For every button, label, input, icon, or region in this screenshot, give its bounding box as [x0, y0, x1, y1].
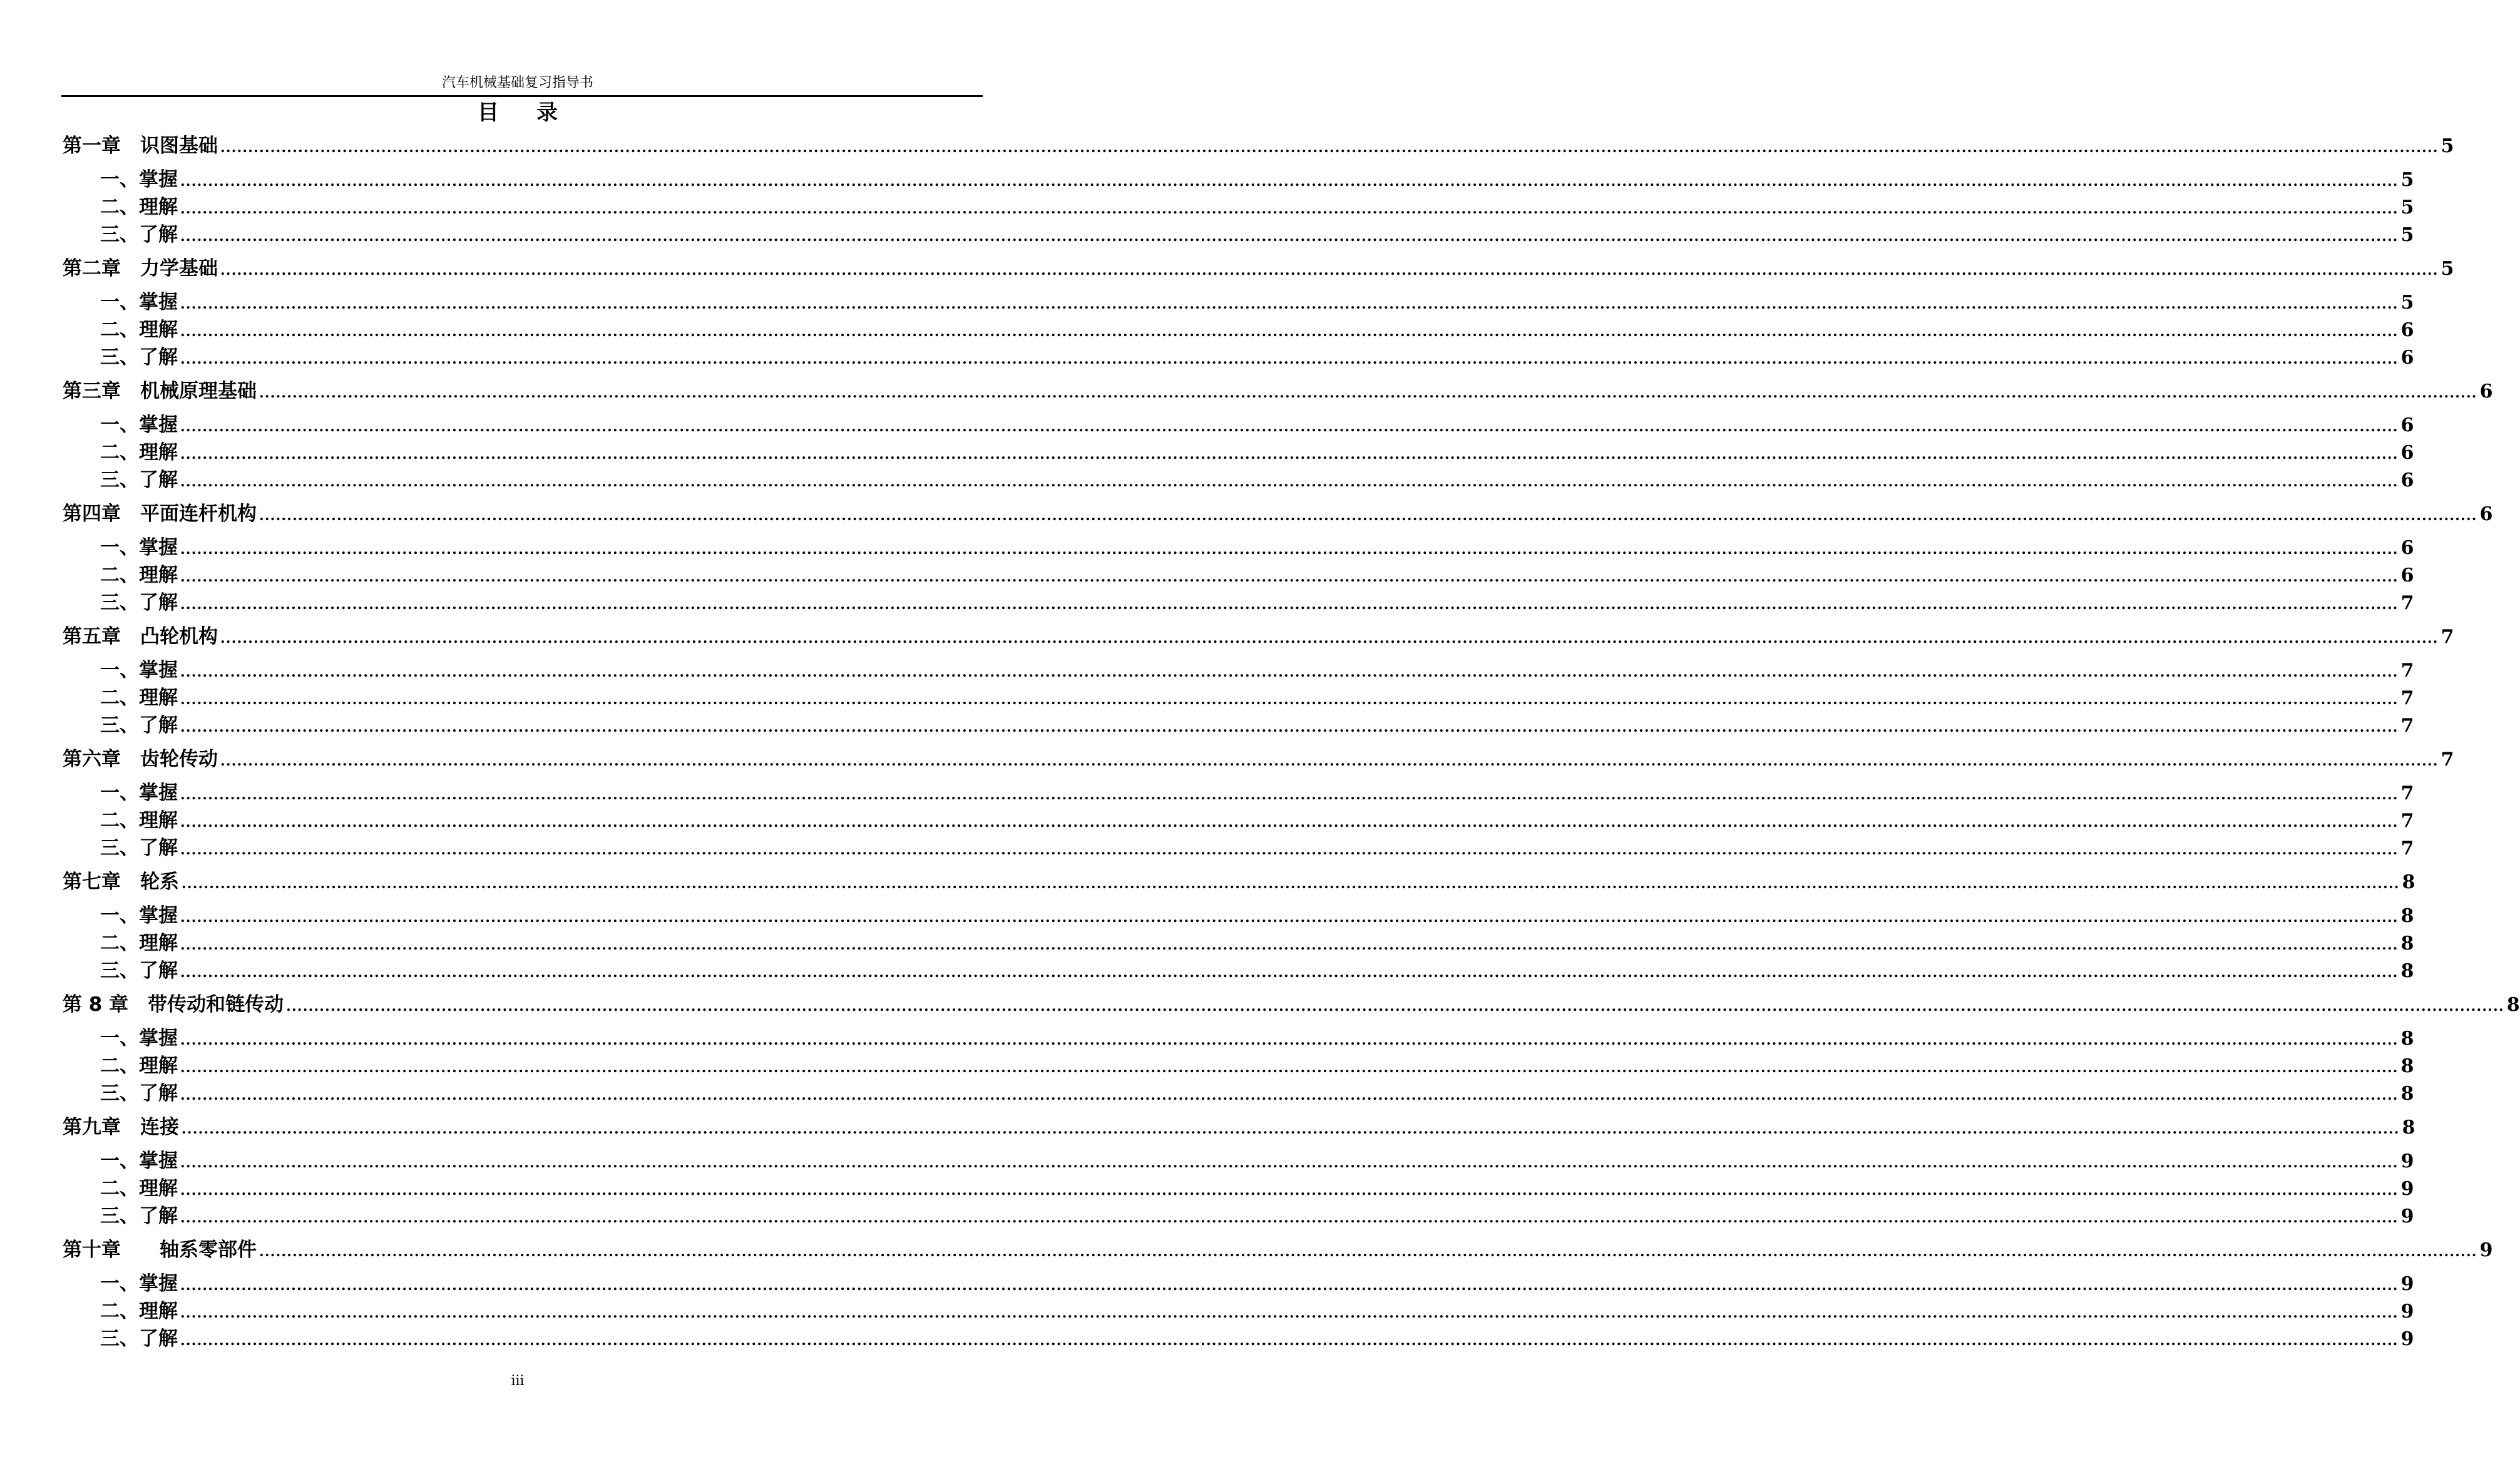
- dot-leader: ................................................................................................................................................................................................................................................................................................................................................................................................................: [259, 1244, 2477, 1260]
- page-ref: 9: [2479, 1239, 2493, 1261]
- section-title: 二、理解: [100, 196, 178, 218]
- toc-section-entry[interactable]: [100, 931, 2414, 956]
- chapter-title: 第十章 轴系零部件: [63, 1239, 257, 1261]
- page-ref: 6: [2400, 414, 2414, 436]
- page-ref: 6: [2400, 537, 2414, 559]
- toc-section-entry[interactable]: [100, 195, 2414, 220]
- toc-chapter-entry[interactable]: [63, 1115, 2415, 1140]
- toc-chapter-entry[interactable]: [63, 869, 2415, 894]
- dot-leader: ................................................................................................................................................................................................................................................................................................................................................................................................................: [180, 1032, 2399, 1048]
- dot-leader: ................................................................................................................................................................................................................................................................................................................................................................................................................: [220, 140, 2439, 156]
- page-ref: 8: [2400, 1028, 2414, 1050]
- section-title: 三、了解: [100, 591, 178, 614]
- dot-leader: ................................................................................................................................................................................................................................................................................................................................................................................................................: [180, 1305, 2399, 1321]
- page-ref: 5: [2400, 169, 2414, 191]
- page-ref: 7: [2441, 749, 2454, 770]
- toc-chapter-entry[interactable]: [63, 501, 2493, 526]
- dot-leader: ................................................................................................................................................................................................................................................................................................................................................................................................................: [180, 541, 2399, 558]
- dot-leader: ................................................................................................................................................................................................................................................................................................................................................................................................................: [286, 998, 2504, 1015]
- dot-leader: ................................................................................................................................................................................................................................................................................................................................................................................................................: [180, 965, 2399, 981]
- section-title: 二、理解: [100, 932, 178, 955]
- dot-leader: ................................................................................................................................................................................................................................................................................................................................................................................................................: [180, 351, 2399, 367]
- toc-section-entry[interactable]: [100, 658, 2414, 683]
- page-ref: 7: [2441, 626, 2454, 648]
- section-title: 一、掌握: [100, 1150, 178, 1172]
- dot-leader: ................................................................................................................................................................................................................................................................................................................................................................................................................: [180, 173, 2399, 190]
- page-ref: 8: [2400, 1055, 2414, 1077]
- toc-section-entry[interactable]: [100, 535, 2414, 560]
- page-ref: 9: [2400, 1273, 2414, 1295]
- toc-section-entry[interactable]: [100, 412, 2414, 438]
- section-title: 三、了解: [100, 469, 178, 491]
- toc-section-entry[interactable]: [100, 1299, 2414, 1324]
- toc-section-entry[interactable]: [100, 1026, 2414, 1051]
- running-header: 汽车机械基础复习指导书: [441, 75, 593, 91]
- dot-leader: ................................................................................................................................................................................................................................................................................................................................................................................................................: [180, 1210, 2399, 1226]
- page-ref: 7: [2400, 660, 2414, 682]
- section-title: 一、掌握: [100, 291, 178, 314]
- page-ref: 6: [2400, 469, 2414, 491]
- toc-section-entry[interactable]: [100, 781, 2414, 806]
- section-title: 一、掌握: [100, 414, 178, 436]
- page-ref: 6: [2479, 381, 2493, 402]
- toc-section-entry[interactable]: [100, 903, 2414, 928]
- dot-leader: ................................................................................................................................................................................................................................................................................................................................................................................................................: [182, 876, 2400, 892]
- section-title: 三、了解: [100, 346, 178, 369]
- chapter-title: 第四章 平面连杆机构: [63, 503, 257, 525]
- toc-section-entry[interactable]: [100, 440, 2414, 465]
- toc-section-entry[interactable]: [100, 958, 2414, 983]
- section-title: 一、掌握: [100, 782, 178, 804]
- page-ref: 6: [2400, 319, 2414, 341]
- dot-leader: ................................................................................................................................................................................................................................................................................................................................................................................................................: [180, 664, 2399, 680]
- page-ref: 7: [2400, 715, 2414, 737]
- dot-leader: ................................................................................................................................................................................................................................................................................................................................................................................................................: [180, 937, 2399, 953]
- page-ref: 7: [2400, 810, 2414, 832]
- page-ref: 8: [2402, 871, 2415, 893]
- chapter-title: 第五章 凸轮机构: [63, 625, 218, 648]
- toc-section-entry[interactable]: [100, 1326, 2414, 1351]
- page-ref: 9: [2400, 1178, 2414, 1200]
- section-title: 二、理解: [100, 809, 178, 832]
- page-ref: 9: [2400, 1205, 2414, 1227]
- chapter-title: 第三章 机械原理基础: [63, 380, 257, 402]
- section-title: 三、了解: [100, 1082, 178, 1105]
- dot-leader: ................................................................................................................................................................................................................................................................................................................................................................................................................: [180, 719, 2399, 735]
- dot-leader: ................................................................................................................................................................................................................................................................................................................................................................................................................: [180, 1277, 2399, 1294]
- toc-section-entry[interactable]: [100, 1176, 2414, 1201]
- dot-leader: ................................................................................................................................................................................................................................................................................................................................................................................................................: [180, 692, 2399, 708]
- page-ref: 8: [2506, 994, 2520, 1016]
- page-ref: 8: [2400, 1083, 2414, 1105]
- section-title: 三、了解: [100, 960, 178, 982]
- toc-section-entry[interactable]: [100, 1204, 2414, 1229]
- toc-chapter-entry[interactable]: [63, 747, 2454, 772]
- page-ref: 9: [2400, 1150, 2414, 1172]
- dot-leader: ................................................................................................................................................................................................................................................................................................................................................................................................................: [180, 201, 2399, 217]
- dot-leader: ................................................................................................................................................................................................................................................................................................................................................................................................................: [180, 596, 2399, 613]
- section-title: 一、掌握: [100, 536, 178, 559]
- dot-leader: ................................................................................................................................................................................................................................................................................................................................................................................................................: [180, 474, 2399, 490]
- section-title: 一、掌握: [100, 659, 178, 682]
- dot-leader: ................................................................................................................................................................................................................................................................................................................................................................................................................: [180, 787, 2399, 803]
- toc-section-entry[interactable]: [100, 317, 2414, 342]
- chapter-title: 第六章 齿轮传动: [63, 748, 218, 770]
- toc-chapter-entry[interactable]: [63, 379, 2493, 404]
- dot-leader: ................................................................................................................................................................................................................................................................................................................................................................................................................: [259, 385, 2477, 401]
- page-ref: 5: [2441, 135, 2454, 157]
- dot-leader: ................................................................................................................................................................................................................................................................................................................................................................................................................: [180, 909, 2399, 926]
- toc-section-entry[interactable]: [100, 808, 2414, 833]
- dot-leader: ................................................................................................................................................................................................................................................................................................................................................................................................................: [180, 569, 2399, 585]
- page-ref: 8: [2400, 933, 2414, 955]
- section-title: 二、理解: [100, 319, 178, 341]
- toc-section-entry[interactable]: [100, 345, 2414, 370]
- page-ref: 8: [2400, 960, 2414, 982]
- page-ref: 6: [2479, 503, 2493, 525]
- dot-leader: ................................................................................................................................................................................................................................................................................................................................................................................................................: [180, 1087, 2399, 1103]
- dot-leader: ................................................................................................................................................................................................................................................................................................................................................................................................................: [180, 446, 2399, 463]
- chapter-title: 第 8 章 带传动和链传动: [63, 993, 284, 1016]
- toc-section-entry[interactable]: [100, 590, 2414, 615]
- toc-title: 目录: [478, 100, 595, 125]
- toc-section-entry[interactable]: [100, 1271, 2414, 1296]
- section-title: 二、理解: [100, 1177, 178, 1200]
- page-ref: 6: [2400, 565, 2414, 586]
- toc-chapter-entry[interactable]: [63, 992, 2520, 1017]
- dot-leader: ................................................................................................................................................................................................................................................................................................................................................................................................................: [180, 814, 2399, 831]
- dot-leader: ................................................................................................................................................................................................................................................................................................................................................................................................................: [180, 296, 2399, 312]
- chapter-title: 第二章 力学基础: [63, 257, 218, 280]
- toc-chapter-entry[interactable]: [63, 624, 2454, 649]
- dot-leader: ................................................................................................................................................................................................................................................................................................................................................................................................................: [220, 262, 2439, 279]
- toc-section-entry[interactable]: [100, 1053, 2414, 1078]
- dot-leader: ................................................................................................................................................................................................................................................................................................................................................................................................................: [180, 324, 2399, 340]
- section-title: 二、理解: [100, 1055, 178, 1077]
- dot-leader: ................................................................................................................................................................................................................................................................................................................................................................................................................: [180, 419, 2399, 435]
- dot-leader: ................................................................................................................................................................................................................................................................................................................................................................................................................: [180, 1155, 2399, 1171]
- dot-leader: ................................................................................................................................................................................................................................................................................................................................................................................................................: [180, 1182, 2399, 1199]
- toc-section-entry[interactable]: [100, 167, 2414, 192]
- page-ref: 6: [2400, 442, 2414, 464]
- chapter-title: 第七章 轮系: [63, 871, 179, 893]
- toc-chapter-entry[interactable]: [63, 133, 2454, 158]
- section-title: 三、了解: [100, 1328, 178, 1350]
- dot-leader: ................................................................................................................................................................................................................................................................................................................................................................................................................: [259, 508, 2477, 524]
- toc-chapter-entry[interactable]: [63, 1237, 2493, 1262]
- toc-section-entry[interactable]: [100, 563, 2414, 588]
- page-ref: 9: [2400, 1328, 2414, 1350]
- page-ref: 6: [2400, 347, 2414, 369]
- section-title: 二、理解: [100, 441, 178, 464]
- page-ref: 5: [2400, 292, 2414, 314]
- section-title: 三、了解: [100, 1205, 178, 1227]
- section-title: 二、理解: [100, 1300, 178, 1323]
- section-title: 三、了解: [100, 714, 178, 737]
- page-ref: 5: [2400, 224, 2414, 246]
- toc-section-entry[interactable]: [100, 836, 2414, 861]
- section-title: 一、掌握: [100, 1272, 178, 1295]
- section-title: 一、掌握: [100, 168, 178, 191]
- dot-leader: ................................................................................................................................................................................................................................................................................................................................................................................................................: [182, 1121, 2400, 1137]
- toc-section-entry[interactable]: [100, 222, 2414, 247]
- page-ref: 5: [2441, 258, 2454, 280]
- page-ref: 7: [2400, 592, 2414, 614]
- chapter-title: 第九章 连接: [63, 1116, 179, 1139]
- page-ref: 8: [2402, 1117, 2415, 1139]
- toc-section-entry[interactable]: [100, 1149, 2414, 1174]
- page-number: iii: [511, 1373, 525, 1389]
- dot-leader: ................................................................................................................................................................................................................................................................................................................................................................................................................: [180, 1333, 2399, 1349]
- section-title: 二、理解: [100, 564, 178, 586]
- section-title: 一、掌握: [100, 1027, 178, 1050]
- page-ref: 9: [2400, 1301, 2414, 1323]
- dot-leader: ................................................................................................................................................................................................................................................................................................................................................................................................................: [180, 1060, 2399, 1076]
- toc-section-entry[interactable]: [100, 290, 2414, 315]
- dot-leader: ................................................................................................................................................................................................................................................................................................................................................................................................................: [180, 842, 2399, 858]
- page-ref: 7: [2400, 687, 2414, 709]
- page-ref: 8: [2400, 905, 2414, 927]
- section-title: 三、了解: [100, 837, 178, 859]
- page-ref: 5: [2400, 197, 2414, 218]
- section-title: 三、了解: [100, 223, 178, 246]
- toc-section-entry[interactable]: [100, 685, 2414, 710]
- toc-section-entry[interactable]: [100, 468, 2414, 493]
- dot-leader: ................................................................................................................................................................................................................................................................................................................................................................................................................: [180, 228, 2399, 245]
- page-ref: 7: [2400, 782, 2414, 804]
- dot-leader: ................................................................................................................................................................................................................................................................................................................................................................................................................: [220, 753, 2439, 769]
- page-ref: 7: [2400, 837, 2414, 859]
- toc-section-entry[interactable]: [100, 1081, 2414, 1106]
- dot-leader: ................................................................................................................................................................................................................................................................................................................................................................................................................: [220, 630, 2439, 647]
- section-title: 二、理解: [100, 687, 178, 709]
- toc-section-entry[interactable]: [100, 713, 2414, 738]
- section-title: 一、掌握: [100, 904, 178, 927]
- toc-chapter-entry[interactable]: [63, 256, 2454, 281]
- chapter-title: 第一章 识图基础: [63, 135, 218, 157]
